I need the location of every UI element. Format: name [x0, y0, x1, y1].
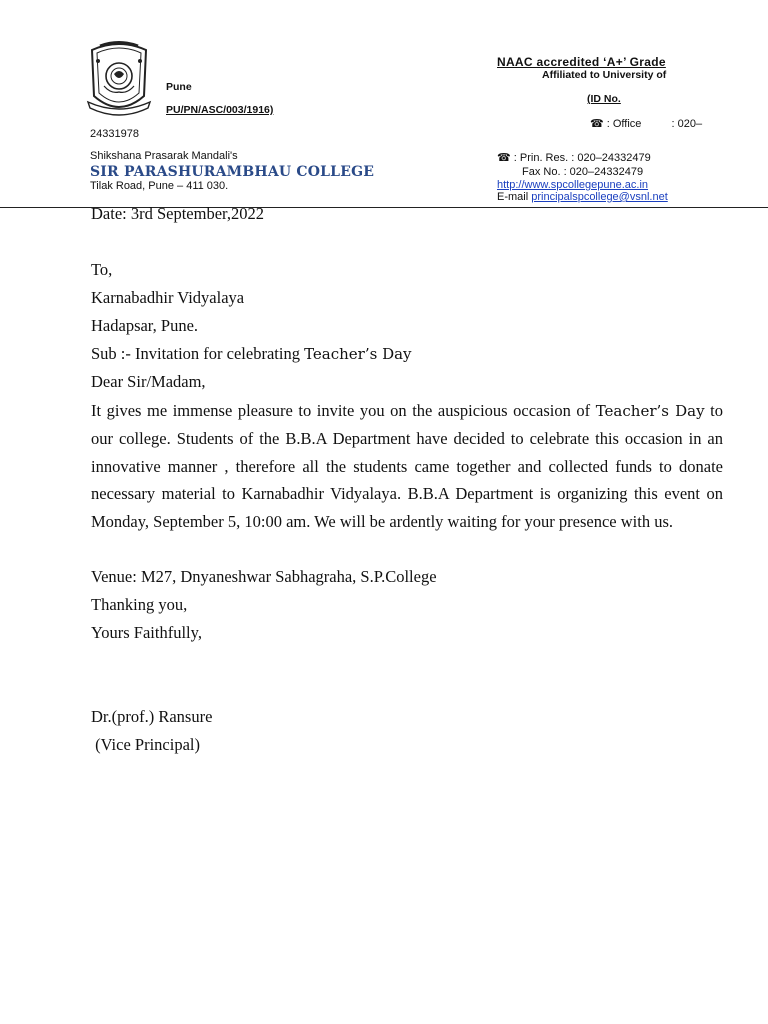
- subject-line: [91, 344, 412, 364]
- venue: Venue: M27, Dnyaneshwar Sabhagraha, S.P.College: [91, 567, 437, 586]
- signatory-name: Dr.(prof.) Ransure: [91, 707, 213, 726]
- telephone-icon: ☎: [590, 118, 604, 130]
- principal-residence-phone: [497, 151, 651, 164]
- subject-highlight: Teacher’s Day: [304, 345, 412, 363]
- telephone-icon: ☎: [497, 152, 511, 164]
- office-value: : 020–: [671, 118, 703, 130]
- registration-number: PU/PN/ASC/003/1916): [166, 104, 274, 116]
- phone-fragment: 24331978: [90, 128, 139, 140]
- letter-to: To,: [91, 260, 113, 279]
- closing: Yours Faithfully,: [91, 623, 202, 642]
- letterhead-city: Pune: [166, 81, 192, 93]
- fax-number: Fax No. : 020–24332479: [522, 166, 644, 178]
- office-label: : Office: [606, 118, 642, 130]
- body-start: It gives me immense pleasure to invite you on the auspicious occasion of: [91, 401, 596, 420]
- naac-grade: NAAC accredited ‘A+’ Grade: [497, 55, 666, 69]
- body-rest: to our college. Students of the B.B.A Department have decided to celebrate this occasion in an innovative manner , therefore all the students came together and collected funds to donate necessary material to Karnabadhir Vidyalaya. B.B.A Department is organizing this event on Monday, September 5, 10:00 am. We will be ardently waiting for your presence with us.: [91, 401, 723, 531]
- signatory-designation: (Vice Principal): [91, 735, 200, 754]
- email-link[interactable]: principalspcollege@vsnl.net: [531, 191, 668, 203]
- recipient-address: Hadapsar, Pune.: [91, 316, 199, 335]
- office-phone: [590, 117, 702, 130]
- recipient-name: Karnabadhir Vidyalaya: [91, 288, 245, 307]
- affiliation: Affiliated to University of: [542, 69, 667, 81]
- salutation: Dear Sir/Madam,: [91, 372, 206, 391]
- society-name: Shikshana Prasarak Mandali's: [90, 150, 238, 162]
- principal-residence-text: : Prin. Res. : 020–24332479: [513, 152, 651, 164]
- website-link[interactable]: http://www.spcollegepune.ac.in: [497, 179, 649, 191]
- id-number: (ID No.: [587, 93, 621, 105]
- email-label: E-mail: [497, 191, 532, 203]
- college-seal-logo: [86, 36, 152, 120]
- thanks: Thanking you,: [91, 595, 188, 614]
- subject-prefix: Sub :- Invitation for celebrating: [91, 344, 305, 363]
- body-highlight: Teacher’s Day: [595, 402, 705, 420]
- letter-body: [91, 397, 723, 535]
- email-line: [497, 191, 668, 203]
- college-name: SIR PARASHURAMBHAU COLLEGE: [90, 164, 375, 180]
- college-address: Tilak Road, Pune – 411 030.: [90, 180, 229, 192]
- letter-date: Date: 3rd September,2022: [91, 204, 265, 223]
